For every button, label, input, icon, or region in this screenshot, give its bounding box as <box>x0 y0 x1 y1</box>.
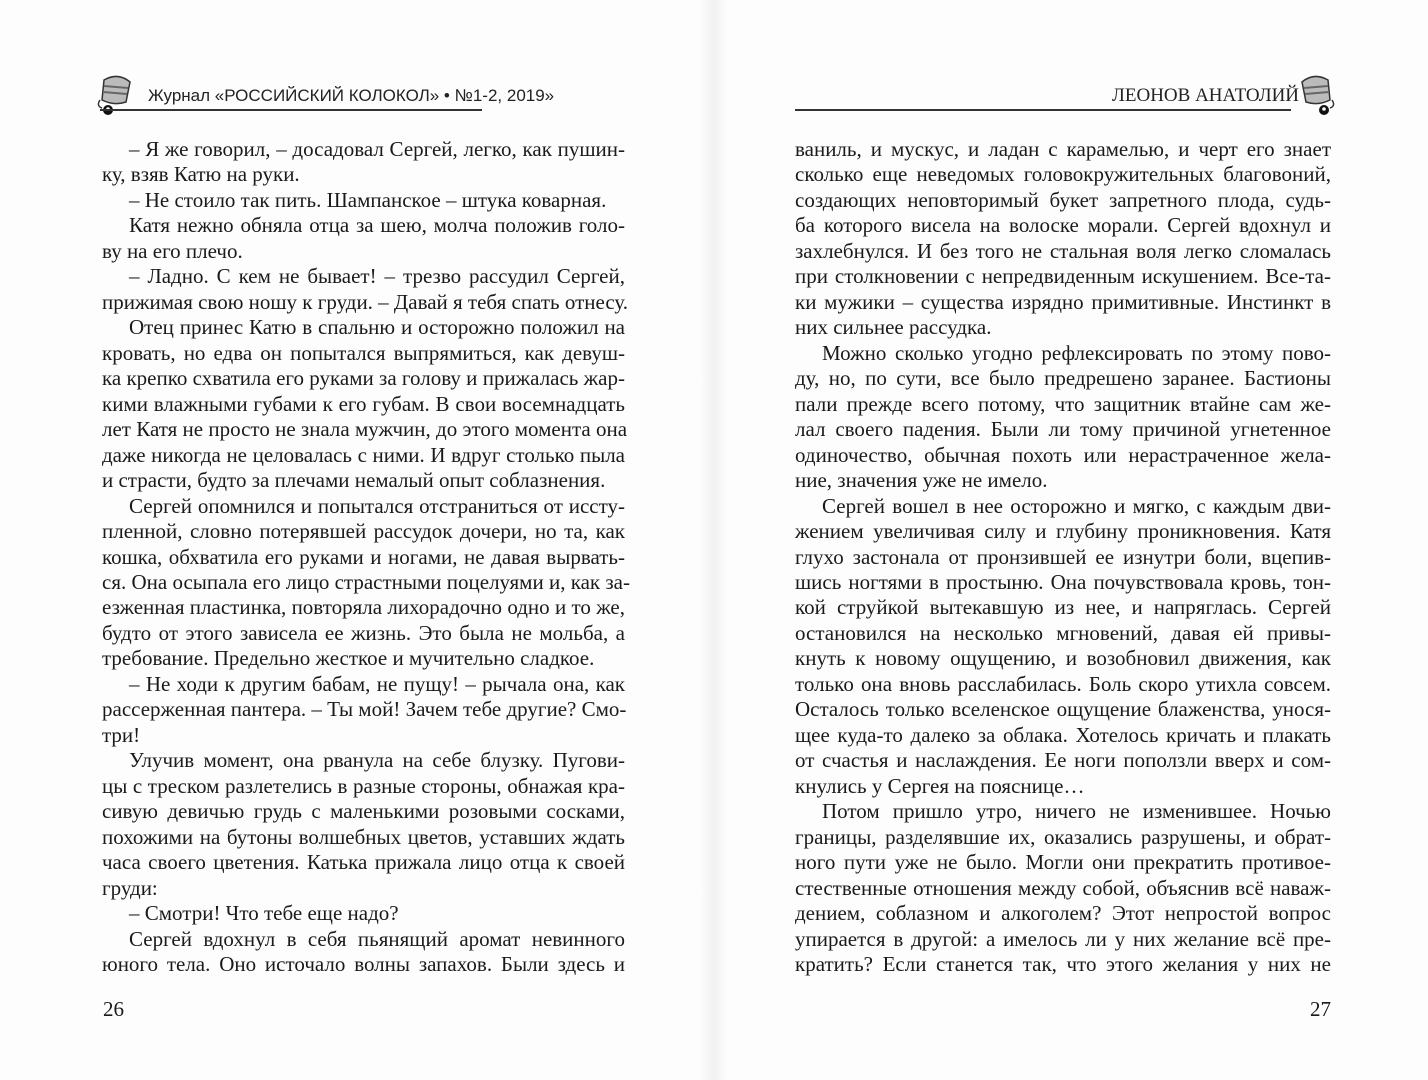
text-line: Можно сколько угодно рефлексировать по этому пово- <box>822 340 1331 365</box>
text-line: ки мужики – существа изрядно примитивные. Инстинкт в <box>795 289 1331 314</box>
text-line: только она вновь расслабилась. Боль скоро утихла совсем. <box>795 671 1331 696</box>
text-line: – Не ходи к другим бабам, не пущу! – рычала она, как <box>129 671 625 696</box>
text-line: лет Катя не просто не знала мужчин, до этого момента она <box>102 417 628 442</box>
text-line: кровать, но едва он попытался выпрямиться, как девуш- <box>102 340 625 365</box>
text-line: щее куда-то далеко за облака. Хотелось кричать и плакать <box>795 722 1331 747</box>
text-line: Потом пришло утро, ничего не изменившее. Ночью <box>822 799 1331 824</box>
text-line: кими влажными губами к его губам. В свои восемнадцать <box>102 391 625 416</box>
text-line: при столкновении с непредвиденным искушением. Все-та- <box>795 264 1331 289</box>
text-line: ся. Она осыпала его лицо страстными поцелуями и, как за- <box>102 569 630 594</box>
text-line: ного пути уже не было. Могли они прекратить противое- <box>795 850 1331 875</box>
bell-logo-icon <box>96 72 136 118</box>
text-line: цы с треском разлетелись в разные стороны, обнажая кра- <box>102 773 625 798</box>
text-line: – Не стоило так пить. Шампанское – штука коварная. <box>129 187 607 212</box>
text-line: – Ладно. С кем не бывает! – трезво рассудил Сергей, <box>129 264 625 289</box>
text-line: Улучив момент, она рванула на себе блузку. Пугови- <box>129 748 625 773</box>
page-number: 26 <box>103 997 124 1021</box>
text-line: ба которого висела на волоске морали. Сергей вдохнул и <box>795 213 1331 238</box>
text-line: ку, взяв Катю на руки. <box>102 162 300 187</box>
text-line: Сергей вдохнул в себя пьянящий аромат невинного <box>129 926 625 951</box>
text-line: от счастья и наслаждения. Ее ноги поползли вверх и сом- <box>795 748 1331 773</box>
text-line: даже никогда не целовалась с ними. И вдруг столько пыла <box>102 442 625 467</box>
text-line: ваниль, и мускус, и ладан с карамелью, и черт его знает <box>795 137 1331 161</box>
author-header: ЛЕОНОВ АНАТОЛИЙ <box>1112 85 1300 106</box>
text-line: часа своего цветения. Катька прижала лицо отца к своей <box>102 850 625 875</box>
text-line: юного тела. Оно источало волны запахов. Были здесь и <box>102 952 625 976</box>
text-line: сколько еще неведомых головокружительных благовоний, <box>795 162 1331 187</box>
text-line: кошка, обхватила его руками и ногами, не давая вырвать- <box>102 544 625 569</box>
text-line: груди: <box>102 875 158 900</box>
header-rule <box>100 109 482 111</box>
text-line: ву на его плечо. <box>102 238 243 263</box>
text-line: кнуть к новому ощущению, и возобновил движения, как <box>795 646 1331 671</box>
text-line: кнулись у Сергея на пояснице… <box>795 773 1085 798</box>
text-line: шись ногтями в простыню. Она почувствовала кровь, тон- <box>795 569 1331 594</box>
right-page-text <box>795 137 1331 977</box>
text-line: прижимая свою ношу к груди. – Давай я тебя спать отнесу. <box>102 289 629 314</box>
text-line: Осталось только вселенское ощущение блаженства, унося- <box>795 697 1331 722</box>
text-line: и страсти, будто за плечами немалый опыт соблазнения. <box>102 468 606 493</box>
text-line: создающих неповторимый букет запретного плода, судь- <box>795 187 1331 212</box>
text-line: рассерженная пантера. – Ты мой! Зачем тебе другие? Смо- <box>102 697 627 722</box>
text-line: остановился на несколько мгновений, давая ей привы- <box>795 620 1331 645</box>
text-line: Отец принес Катю в спальню и осторожно положил на <box>129 315 625 340</box>
text-line: Сергей вошел в нее осторожно и мягко, с каждым дви- <box>822 493 1331 518</box>
text-line: глухо застонала от пронзившей ее изнутри боли, вцепив- <box>795 544 1331 569</box>
page-number: 27 <box>1310 997 1331 1021</box>
text-line: три! <box>102 722 141 747</box>
text-line: жением увеличивая силу и глубину проникновения. Катя <box>795 519 1331 544</box>
text-line: кой струйкой вытекавшую из нее, и напряглась. Сергей <box>795 595 1331 620</box>
text-line: ние, значения уже не имело. <box>795 468 1048 493</box>
text-line: – Я же говорил, – досадовал Сергей, легко, как пушин- <box>129 137 625 161</box>
text-line: них сильнее рассудка. <box>795 315 992 340</box>
right-page <box>714 0 1428 1080</box>
text-line: – Смотри! Что тебе еще надо? <box>129 901 399 926</box>
header-rule <box>795 109 1291 111</box>
text-line: одиночество, обычная похоть или нерастраченное жела- <box>795 442 1331 467</box>
text-line: Сергей опомнился и попытался отстраниться от иссту- <box>129 493 625 518</box>
text-line: лал своего падения. Были ли тому причиной угнетенное <box>795 417 1331 442</box>
text-line: упирается в другой: а имелось ли у них желание всё пре- <box>795 926 1331 951</box>
text-line: будто от этого зависела ее жизнь. Это была не мольба, а <box>102 620 625 645</box>
text-line: Катя нежно обняла отца за шею, молча положив голо- <box>129 213 625 238</box>
journal-header: Журнал «РОССИЙСКИЙ КОЛОКОЛ» • №1-2, 2019» <box>148 86 555 105</box>
text-line: сивую девичью грудь с маленькими розовыми сосками, <box>102 799 625 824</box>
text-line: езженная пластинка, повторяла лихорадочно одно и то же, <box>102 595 625 620</box>
bell-logo-icon <box>1296 72 1336 118</box>
text-line: пали прежде всего потому, что защитник втайне сам же- <box>795 391 1331 416</box>
text-line: требование. Предельно жесткое и мучительно сладкое. <box>102 646 595 671</box>
left-page-text <box>102 137 630 977</box>
text-line: захлебнулся. И без того не стальная воля легко сломалась <box>795 238 1331 263</box>
text-line: пленной, словно потерявшей рассудок дочери, но та, как <box>102 519 625 544</box>
text-line: ду, но, по сути, все было предрешено заранее. Бастионы <box>795 366 1331 391</box>
text-line: дением, соблазном и алкоголем? Этот непростой вопрос <box>795 901 1331 926</box>
text-line: стественные отношения между собой, объяснив всё наваж- <box>795 875 1331 900</box>
text-line: похожими на бутоны волшебных цветов, уставших ждать <box>102 824 625 849</box>
text-line: границы, разделявшие их, оказались разрушены, и обрат- <box>795 824 1331 849</box>
text-line: ка крепко схватила его руками за голову и прижалась жар- <box>102 366 625 391</box>
text-line: кратить? Если станется так, что этого желания у них не <box>795 952 1331 976</box>
